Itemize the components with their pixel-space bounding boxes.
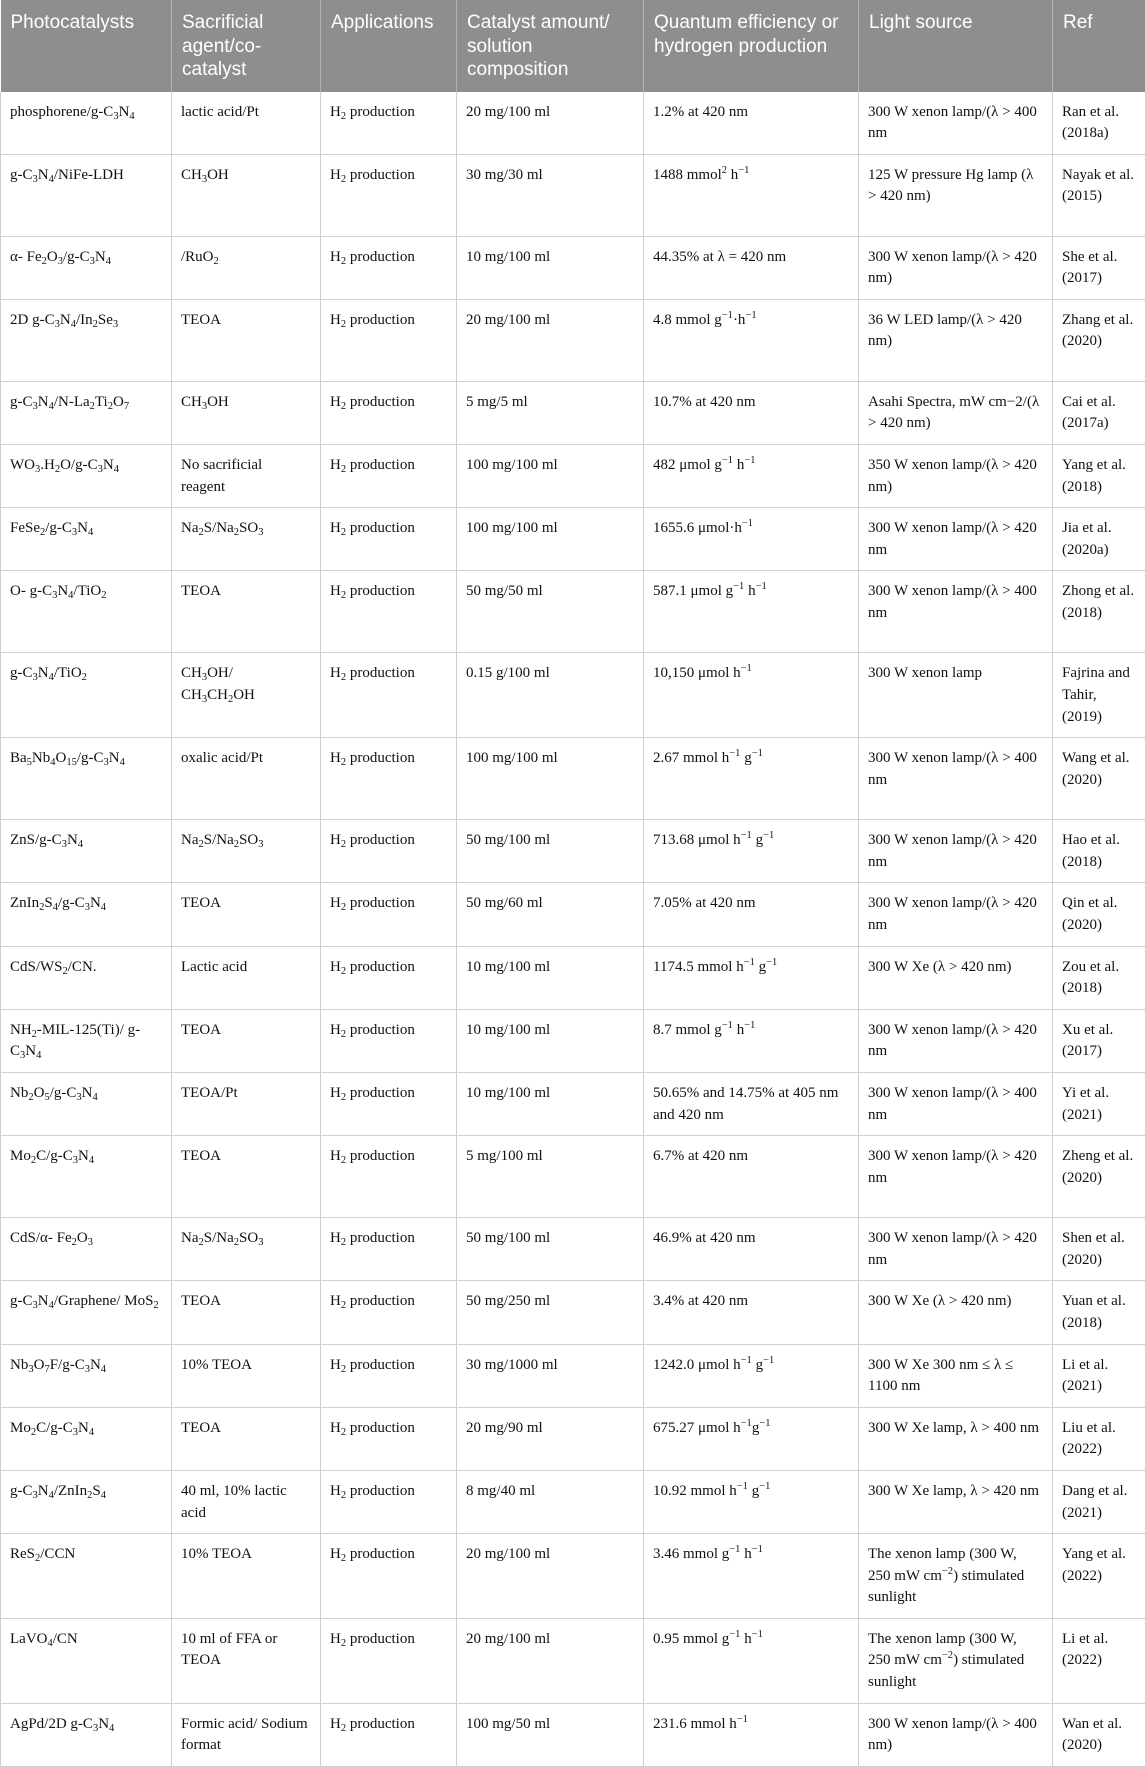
cell-ref: Liu et al. (2022) — [1053, 1407, 1145, 1470]
cell-catalyst-amount: 50 mg/60 ml — [457, 883, 644, 946]
cell-catalyst-amount: 20 mg/100 ml — [457, 92, 644, 155]
cell-application: $H_2$ production — [321, 1281, 457, 1344]
cell-catalyst-amount: 10 mg/100 ml — [457, 1072, 644, 1135]
cell-quantum-efficiency: 46.9% at 420 nm — [644, 1218, 859, 1281]
cell-application: $H_2$ production — [321, 1407, 457, 1470]
cell-sacrificial-agent: TEOA — [172, 1407, 321, 1470]
cell-application: $H_2$ production — [321, 883, 457, 946]
cell-quantum-efficiency: 44.35% at λ = 420 nm — [644, 236, 859, 299]
cell-light-source: Asahi Spectra, mW cm−2/(λ > 420 nm) — [859, 381, 1053, 444]
header-row — [1, 0, 1145, 92]
table-row — [1, 299, 1145, 381]
cell-light-source: 300 W xenon lamp/(λ > 400 nm — [859, 92, 1053, 155]
cell-application: $H_2$ production — [321, 738, 457, 820]
cell-photocatalyst: $Mo_2C/g-C_3N_4$ — [1, 1407, 172, 1470]
cell-ref: She et al. (2017) — [1053, 236, 1145, 299]
cell-quantum-efficiency: 231.6 mmol $h^{-1}$ — [644, 1703, 859, 1766]
cell-light-source: 300 W xenon lamp/(λ > 400 nm) — [859, 1703, 1053, 1766]
cell-quantum-efficiency: 1242.0 μmol $h^{-1}$ $g^{-1}$ — [644, 1344, 859, 1407]
cell-sacrificial-agent: /RuO$_2$ — [172, 236, 321, 299]
cell-photocatalyst: $Mo_2C/g-C_3N_4$ — [1, 1136, 172, 1218]
cell-light-source: 300 W Xe (λ > 420 nm) — [859, 946, 1053, 1009]
cell-quantum-efficiency: 0.95 mmol $g^{-1}$ $h^{-1}$ — [644, 1618, 859, 1703]
cell-photocatalyst: $FeSe_2/g-C_3N_4$ — [1, 508, 172, 571]
cell-quantum-efficiency: 587.1 μmol $g^{-1}$ $h^{-1}$ — [644, 571, 859, 653]
table-row — [1, 236, 1145, 299]
cell-sacrificial-agent: $CH_3OH$ — [172, 381, 321, 444]
table-row — [1, 738, 1145, 820]
table-row — [1, 1470, 1145, 1533]
cell-light-source: 300 W Xe 300 nm ≤ λ ≤ 1100 nm — [859, 1344, 1053, 1407]
cell-catalyst-amount: 100 mg/100 ml — [457, 508, 644, 571]
cell-light-source: 300 W xenon lamp/(λ > 420 nm — [859, 1218, 1053, 1281]
cell-sacrificial-agent: TEOA — [172, 299, 321, 381]
cell-quantum-efficiency: 713.68 μmol $h^{-1}$ $g^{-1}$ — [644, 820, 859, 883]
cell-photocatalyst: O- $g-C_3N_4/TiO_2$ — [1, 571, 172, 653]
cell-quantum-efficiency: 4.8 mmol $g^{-1}\cdot h^{-1}$ — [644, 299, 859, 381]
cell-application: $H_2$ production — [321, 154, 457, 236]
cell-sacrificial-agent: 10% TEOA — [172, 1534, 321, 1619]
header-photocatalysts: Photocatalysts — [1, 0, 172, 92]
cell-application: $H_2$ production — [321, 1136, 457, 1218]
cell-ref: Yuan et al. (2018) — [1053, 1281, 1145, 1344]
table-body — [1, 92, 1145, 1767]
cell-ref: Qin et al. (2020) — [1053, 883, 1145, 946]
cell-catalyst-amount: 20 mg/90 ml — [457, 1407, 644, 1470]
cell-light-source: 300 W xenon lamp/(λ > 400 nm — [859, 738, 1053, 820]
cell-ref: Hao et al. (2018) — [1053, 820, 1145, 883]
cell-photocatalyst: $WO_3.H_2O/g-C_3N_4$ — [1, 445, 172, 508]
cell-ref: Zhang et al. (2020) — [1053, 299, 1145, 381]
cell-quantum-efficiency: 675.27 μmol $h^{-1}g^{-1}$ — [644, 1407, 859, 1470]
cell-catalyst-amount: 20 mg/100 ml — [457, 1534, 644, 1619]
cell-sacrificial-agent: TEOA — [172, 571, 321, 653]
cell-sacrificial-agent: $Na_2S/Na_2SO_3$ — [172, 508, 321, 571]
cell-ref: Shen et al. (2020) — [1053, 1218, 1145, 1281]
cell-light-source: 300 W xenon lamp/(λ > 420 nm — [859, 820, 1053, 883]
cell-sacrificial-agent: No sacrificial reagent — [172, 445, 321, 508]
cell-light-source: 300 W xenon lamp/(λ > 400 nm — [859, 1072, 1053, 1135]
cell-light-source: 350 W xenon lamp/(λ > 420 nm) — [859, 445, 1053, 508]
cell-sacrificial-agent: oxalic acid/Pt — [172, 738, 321, 820]
cell-application: $H_2$ production — [321, 1470, 457, 1533]
cell-application: $H_2$ production — [321, 1218, 457, 1281]
cell-sacrificial-agent: TEOA — [172, 1009, 321, 1072]
cell-sacrificial-agent: TEOA — [172, 883, 321, 946]
cell-catalyst-amount: 10 mg/100 ml — [457, 1009, 644, 1072]
cell-photocatalyst: $NH_2-MIL-125(Ti)/$ $g-C_3N_4$ — [1, 1009, 172, 1072]
cell-catalyst-amount: 0.15 g/100 ml — [457, 653, 644, 738]
cell-light-source: 300 W Xe lamp, λ > 400 nm — [859, 1407, 1053, 1470]
cell-catalyst-amount: 50 mg/100 ml — [457, 1218, 644, 1281]
cell-quantum-efficiency: 7.05% at 420 nm — [644, 883, 859, 946]
cell-ref: Yang et al. (2018) — [1053, 445, 1145, 508]
table-row — [1, 946, 1145, 1009]
table-row — [1, 1407, 1145, 1470]
table-row — [1, 1703, 1145, 1766]
cell-photocatalyst: CdS/$WS_2/CN$. — [1, 946, 172, 1009]
table-row — [1, 1344, 1145, 1407]
cell-sacrificial-agent: $CH_3OH/$ $CH_3CH_2OH$ — [172, 653, 321, 738]
cell-photocatalyst: ZnS/$g-C_3N_4$ — [1, 820, 172, 883]
cell-quantum-efficiency: 3.46 mmol $g^{-1}$ $h^{-1}$ — [644, 1534, 859, 1619]
table-row — [1, 508, 1145, 571]
cell-sacrificial-agent: TEOA/Pt — [172, 1072, 321, 1135]
cell-catalyst-amount: 20 mg/100 ml — [457, 1618, 644, 1703]
cell-light-source: 300 W xenon lamp/(λ > 420 nm — [859, 883, 1053, 946]
cell-ref: Li et al. (2022) — [1053, 1618, 1145, 1703]
cell-light-source: 300 W xenon lamp — [859, 653, 1053, 738]
cell-photocatalyst: $g-C_3N_4/N-La_2Ti_2O_7$ — [1, 381, 172, 444]
cell-light-source: 36 W LED lamp/(λ > 420 nm) — [859, 299, 1053, 381]
table-row — [1, 820, 1145, 883]
cell-sacrificial-agent: Lactic acid — [172, 946, 321, 1009]
cell-photocatalyst: AgPd/2D $g-C_3N_4$ — [1, 1703, 172, 1766]
cell-quantum-efficiency: 8.7 mmol $g^{-1}$ $h^{-1}$ — [644, 1009, 859, 1072]
cell-quantum-efficiency: 2.67 mmol $h^{-1}$ $g^{-1}$ — [644, 738, 859, 820]
cell-application: $H_2$ production — [321, 1009, 457, 1072]
cell-application: $H_2$ production — [321, 92, 457, 155]
cell-light-source: 125 W pressure Hg lamp (λ > 420 nm) — [859, 154, 1053, 236]
cell-quantum-efficiency: 1655.6 $\mu mol\cdot h^{-1}$ — [644, 508, 859, 571]
cell-catalyst-amount: 50 mg/250 ml — [457, 1281, 644, 1344]
cell-quantum-efficiency: 3.4% at 420 nm — [644, 1281, 859, 1344]
table-row — [1, 1218, 1145, 1281]
cell-light-source: 300 W xenon lamp/(λ > 400 nm — [859, 571, 1053, 653]
cell-quantum-efficiency: 6.7% at 420 nm — [644, 1136, 859, 1218]
table-row — [1, 1534, 1145, 1619]
cell-sacrificial-agent: $CH_3OH$ — [172, 154, 321, 236]
header-catalyst-amount: Catalyst amount/ solution composition — [457, 0, 644, 92]
cell-quantum-efficiency: 1174.5 mmol $h^{-1}$ $g^{-1}$ — [644, 946, 859, 1009]
cell-ref: Yi et al. (2021) — [1053, 1072, 1145, 1135]
cell-ref: Jia et al. (2020a) — [1053, 508, 1145, 571]
cell-light-source: 300 W xenon lamp/(λ > 420 nm — [859, 508, 1053, 571]
cell-ref: Wan et al. (2020) — [1053, 1703, 1145, 1766]
cell-photocatalyst: $ZnIn_2S_4/g-C_3N_4$ — [1, 883, 172, 946]
table-header — [1, 0, 1145, 92]
cell-ref: Li et al. (2021) — [1053, 1344, 1145, 1407]
table-row — [1, 154, 1145, 236]
cell-ref: Zheng et al. (2020) — [1053, 1136, 1145, 1218]
cell-photocatalyst: α- $Fe_2O_3/g-C_3N_4$ — [1, 236, 172, 299]
cell-application: $H_2$ production — [321, 1534, 457, 1619]
cell-application: $H_2$ production — [321, 946, 457, 1009]
cell-sacrificial-agent: Formic acid/ Sodium format — [172, 1703, 321, 1766]
cell-photocatalyst: phosphorene/$g-C_3N_4$ — [1, 92, 172, 155]
cell-application: $H_2$ production — [321, 653, 457, 738]
cell-sacrificial-agent: 40 ml, 10% lactic acid — [172, 1470, 321, 1533]
cell-light-source: 300 W Xe (λ > 420 nm) — [859, 1281, 1053, 1344]
cell-sacrificial-agent: $Na_2S/Na_2SO_3$ — [172, 820, 321, 883]
cell-application: $H_2$ production — [321, 571, 457, 653]
table-row — [1, 445, 1145, 508]
cell-ref: Fajrina and Tahir, (2019) — [1053, 653, 1145, 738]
cell-ref: Zhong et al. (2018) — [1053, 571, 1145, 653]
cell-light-source: 300 W xenon lamp/(λ > 420 nm) — [859, 236, 1053, 299]
cell-catalyst-amount: 100 mg/100 ml — [457, 445, 644, 508]
cell-catalyst-amount: 5 mg/100 ml — [457, 1136, 644, 1218]
cell-sacrificial-agent: 10% TEOA — [172, 1344, 321, 1407]
cell-application: $H_2$ production — [321, 381, 457, 444]
cell-catalyst-amount: 30 mg/1000 ml — [457, 1344, 644, 1407]
cell-light-source: 300 W xenon lamp/(λ > 420 nm — [859, 1009, 1053, 1072]
cell-sacrificial-agent: TEOA — [172, 1281, 321, 1344]
cell-catalyst-amount: 10 mg/100 ml — [457, 946, 644, 1009]
cell-catalyst-amount: 30 mg/30 ml — [457, 154, 644, 236]
cell-ref: Xu et al. (2017) — [1053, 1009, 1145, 1072]
cell-photocatalyst: $g-C_3N_4/TiO_2$ — [1, 653, 172, 738]
table-row — [1, 92, 1145, 155]
cell-photocatalyst: $Nb_2O_5/g-C_3N_4$ — [1, 1072, 172, 1135]
cell-application: $H_2$ production — [321, 1618, 457, 1703]
cell-light-source: The xenon lamp (300 W, 250 mW $cm^{-2}$) stimulated sunlight — [859, 1618, 1053, 1703]
cell-quantum-efficiency: 10.92 mmol $h^{-1}$ $g^{-1}$ — [644, 1470, 859, 1533]
header-quantum-efficiency: Quantum efficiency or hydrogen production — [644, 0, 859, 92]
cell-photocatalyst: 2D $g-C_3N_4/In_2Se_3$ — [1, 299, 172, 381]
cell-sacrificial-agent: lactic acid/Pt — [172, 92, 321, 155]
header-sacrificial-agent: Sacrificial agent/co-catalyst — [172, 0, 321, 92]
cell-quantum-efficiency: 10.7% at 420 nm — [644, 381, 859, 444]
cell-catalyst-amount: 5 mg/5 ml — [457, 381, 644, 444]
cell-application: $H_2$ production — [321, 299, 457, 381]
cell-photocatalyst: $g-C_3N_4/Graphene/$ MoS$_2$ — [1, 1281, 172, 1344]
cell-photocatalyst: $g-C_3N_4/NiFe$-LDH — [1, 154, 172, 236]
cell-ref: Yang et al. (2022) — [1053, 1534, 1145, 1619]
cell-ref: Dang et al. (2021) — [1053, 1470, 1145, 1533]
cell-quantum-efficiency: 10,150 μmol $h^{-1}$ — [644, 653, 859, 738]
cell-sacrificial-agent: $Na_2S/Na_2SO_3$ — [172, 1218, 321, 1281]
cell-application: $H_2$ production — [321, 820, 457, 883]
cell-quantum-efficiency: 1.2% at 420 nm — [644, 92, 859, 155]
cell-application: $H_2$ production — [321, 508, 457, 571]
cell-catalyst-amount: 100 mg/50 ml — [457, 1703, 644, 1766]
cell-ref: Cai et al. (2017a) — [1053, 381, 1145, 444]
cell-catalyst-amount: 8 mg/40 ml — [457, 1470, 644, 1533]
cell-application: $H_2$ production — [321, 236, 457, 299]
table-row — [1, 381, 1145, 444]
cell-ref: Ran et al. (2018a) — [1053, 92, 1145, 155]
table-row — [1, 1009, 1145, 1072]
cell-photocatalyst: CdS/α- $Fe_2O_3$ — [1, 1218, 172, 1281]
table-row — [1, 571, 1145, 653]
table-row — [1, 1072, 1145, 1135]
cell-sacrificial-agent: 10 ml of FFA or TEOA — [172, 1618, 321, 1703]
table-row — [1, 653, 1145, 738]
cell-application: $H_2$ production — [321, 1072, 457, 1135]
table-row — [1, 1618, 1145, 1703]
cell-photocatalyst: $Ba_5Nb_4O_{15}/g-C_3N_4$ — [1, 738, 172, 820]
cell-application: $H_2$ production — [321, 1344, 457, 1407]
cell-light-source: The xenon lamp (300 W, 250 mW $cm^{-2}$) stimulated sunlight — [859, 1534, 1053, 1619]
table-row — [1, 883, 1145, 946]
cell-quantum-efficiency: 1488 mmol$^2$ $h^{-1}$ — [644, 154, 859, 236]
header-ref: Ref — [1053, 0, 1145, 92]
cell-photocatalyst: ReS$_2$/CCN — [1, 1534, 172, 1619]
cell-sacrificial-agent: TEOA — [172, 1136, 321, 1218]
header-applications: Applications — [321, 0, 457, 92]
table-row — [1, 1281, 1145, 1344]
cell-catalyst-amount: 20 mg/100 ml — [457, 299, 644, 381]
cell-quantum-efficiency: 482 μmol $g^{-1}$ $h^{-1}$ — [644, 445, 859, 508]
table-row — [1, 1136, 1145, 1218]
cell-catalyst-amount: 50 mg/100 ml — [457, 820, 644, 883]
cell-photocatalyst: $g-C_3N_4/ZnIn_2S_4$ — [1, 1470, 172, 1533]
header-light-source: Light source — [859, 0, 1053, 92]
cell-catalyst-amount: 50 mg/50 ml — [457, 571, 644, 653]
cell-photocatalyst: LaVO$_4$/CN — [1, 1618, 172, 1703]
cell-application: $H_2$ production — [321, 1703, 457, 1766]
cell-ref: Wang et al. (2020) — [1053, 738, 1145, 820]
cell-catalyst-amount: 10 mg/100 ml — [457, 236, 644, 299]
cell-photocatalyst: $Nb_3O_7F/g-C_3N_4$ — [1, 1344, 172, 1407]
cell-light-source: 300 W Xe lamp, λ > 420 nm — [859, 1470, 1053, 1533]
cell-quantum-efficiency: 50.65% and 14.75% at 405 nm and 420 nm — [644, 1072, 859, 1135]
cell-application: $H_2$ production — [321, 445, 457, 508]
cell-ref: Zou et al. (2018) — [1053, 946, 1145, 1009]
cell-catalyst-amount: 100 mg/100 ml — [457, 738, 644, 820]
cell-light-source: 300 W xenon lamp/(λ > 420 nm — [859, 1136, 1053, 1218]
cell-ref: Nayak et al. (2015) — [1053, 154, 1145, 236]
